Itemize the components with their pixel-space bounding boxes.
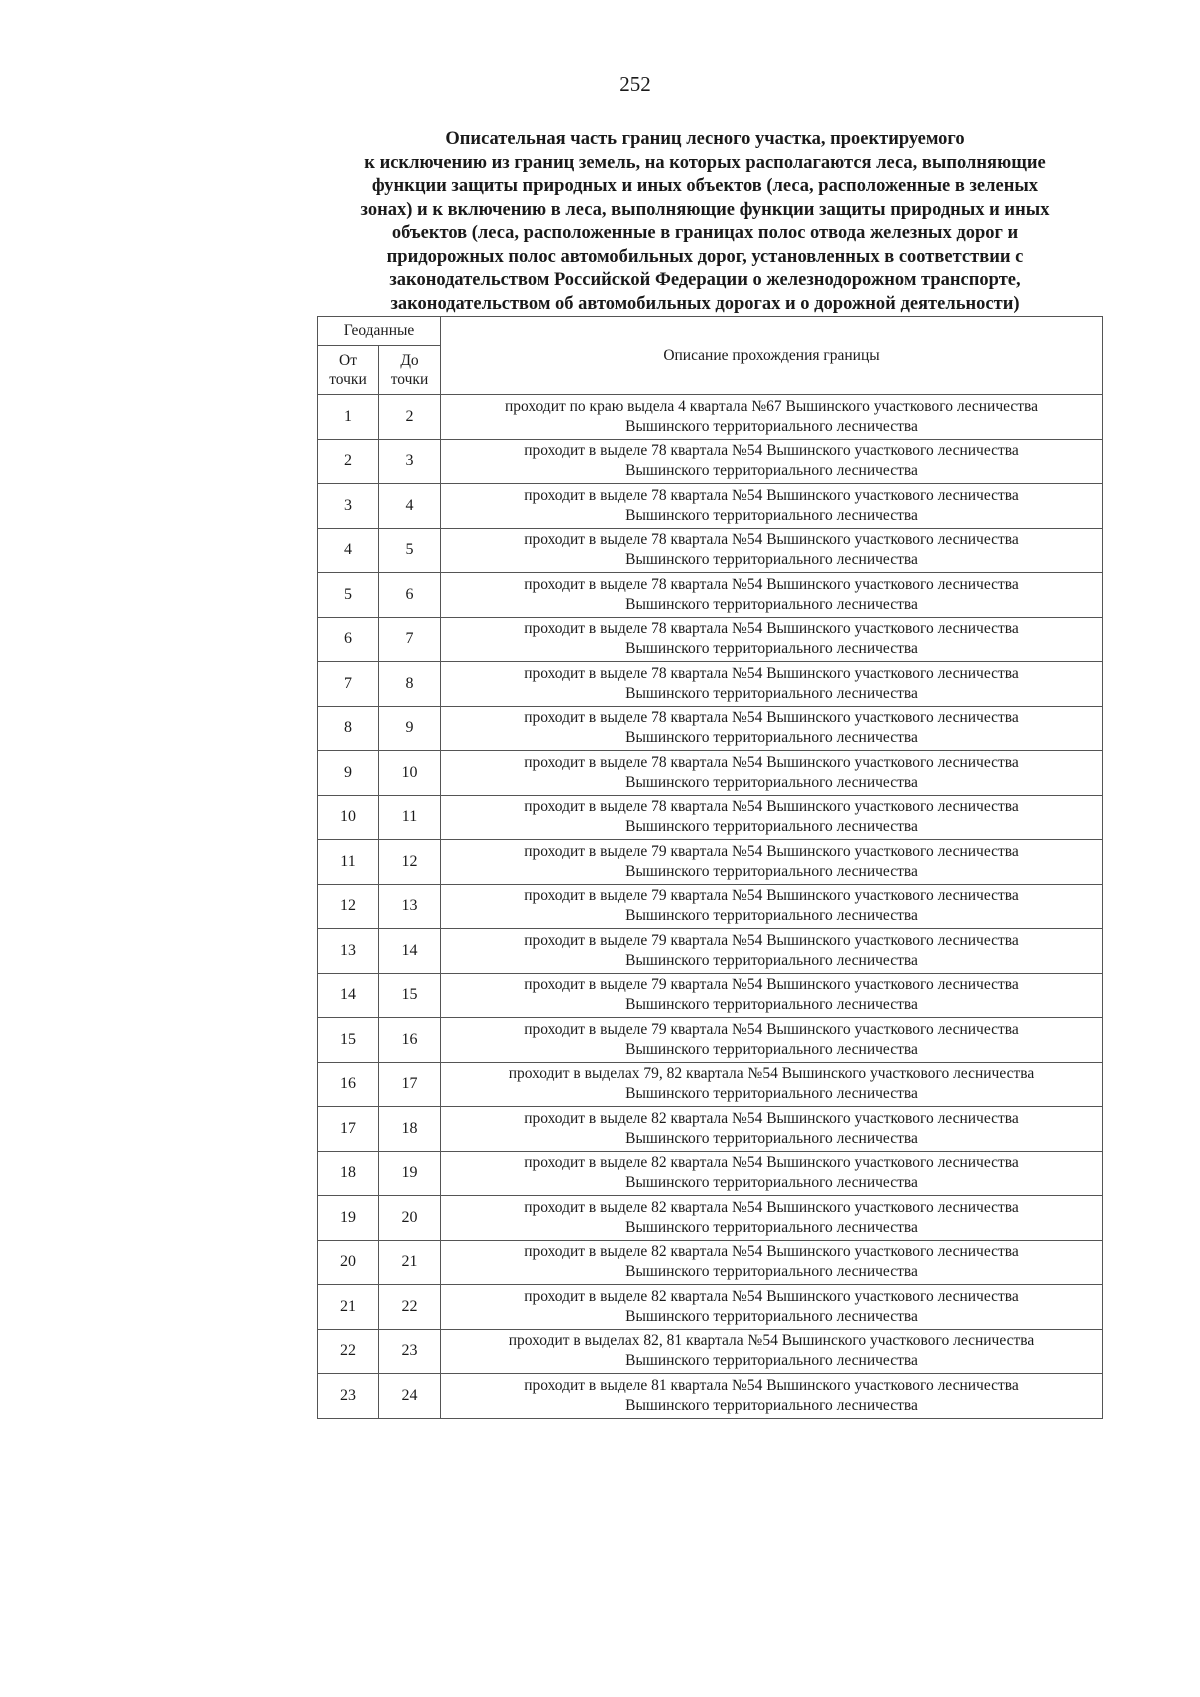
cell-description — [441, 929, 1103, 974]
description-line: Вышинского территориального лесничества — [625, 1174, 918, 1192]
cell-description — [441, 484, 1103, 529]
header-from-line: точки — [329, 371, 367, 388]
cell-to-point: 19 — [379, 1151, 441, 1196]
table-row — [318, 1107, 1103, 1152]
table-row — [318, 1196, 1103, 1241]
description-line: проходит в выделе 79 квартала №54 Вышинского участкового лесничества — [524, 976, 1019, 994]
cell-from-point: 17 — [318, 1107, 379, 1152]
table-row — [318, 528, 1103, 573]
cell-to-point: 23 — [379, 1329, 441, 1374]
cell-from-point: 13 — [318, 929, 379, 974]
description-line: Вышинского территориального лесничества — [625, 595, 918, 613]
description-line: Вышинского территориального лесничества — [625, 862, 918, 880]
description-line: Вышинского территориального лесничества — [625, 506, 918, 524]
description-line: Вышинского территориального лесничества — [625, 551, 918, 569]
cell-to-point: 17 — [379, 1062, 441, 1107]
description-line: Вышинского территориального лесничества — [625, 907, 918, 925]
description-line: проходит в выделе 78 квартала №54 Вышинского участкового лесничества — [524, 575, 1019, 593]
description-line: Вышинского территориального лесничества — [625, 1040, 918, 1058]
cell-from-point: 4 — [318, 528, 379, 573]
cell-to-point: 21 — [379, 1240, 441, 1285]
cell-description — [441, 1018, 1103, 1063]
cell-to-point: 7 — [379, 617, 441, 662]
cell-description — [441, 573, 1103, 618]
cell-description — [441, 1374, 1103, 1419]
table-row — [318, 395, 1103, 440]
cell-to-point: 14 — [379, 929, 441, 974]
cell-to-point: 18 — [379, 1107, 441, 1152]
cell-from-point: 7 — [318, 662, 379, 707]
table-row — [318, 884, 1103, 929]
header-description: Описание прохождения границы — [441, 317, 1103, 395]
table-row — [318, 1240, 1103, 1285]
description-line: Вышинского территориального лесничества — [625, 1129, 918, 1147]
description-line: проходит в выделе 79 квартала №54 Вышинского участкового лесничества — [524, 842, 1019, 860]
table-row — [318, 840, 1103, 885]
description-line: проходит по краю выдела 4 квартала №67 Вышинского участкового лесничества — [504, 397, 1039, 415]
table-row — [318, 706, 1103, 751]
header-to-line: точки — [390, 371, 429, 388]
description-line: проходит в выделе 82 квартала №54 Вышинского участкового лесничества — [524, 1198, 1019, 1216]
cell-from-point: 19 — [318, 1196, 379, 1241]
table-row — [318, 973, 1103, 1018]
table-row — [318, 1374, 1103, 1419]
cell-description — [441, 617, 1103, 662]
table-body — [318, 395, 1103, 1419]
header-from-line: От — [339, 352, 357, 369]
description-line: Вышинского территориального лесничества — [625, 640, 918, 658]
description-line: Вышинского территориального лесничества — [625, 1085, 918, 1103]
description-line: Вышинского территориального лесничества — [625, 818, 918, 836]
cell-description — [441, 795, 1103, 840]
description-line: Вышинского территориального лесничества — [625, 1218, 918, 1236]
cell-to-point: 4 — [379, 484, 441, 529]
title-line: объектов (леса, расположенные в границах полос отвода железных дорог и — [391, 223, 1019, 243]
description-line: проходит в выделе 82 квартала №54 Вышинского участкового лесничества — [524, 1154, 1019, 1172]
cell-description — [441, 439, 1103, 484]
cell-from-point: 15 — [318, 1018, 379, 1063]
cell-to-point: 22 — [379, 1285, 441, 1330]
description-line: проходит в выделе 78 квартала №54 Вышинского участкового лесничества — [524, 620, 1019, 638]
cell-to-point: 3 — [379, 439, 441, 484]
cell-from-point: 2 — [318, 439, 379, 484]
description-line: проходит в выделе 78 квартала №54 Вышинского участкового лесничества — [524, 753, 1019, 771]
cell-description — [441, 1062, 1103, 1107]
cell-description — [441, 1151, 1103, 1196]
page-number: 252 — [619, 72, 651, 96]
cell-from-point: 14 — [318, 973, 379, 1018]
description-line: проходит в выделе 82 квартала №54 Вышинского участкового лесничества — [524, 1243, 1019, 1261]
description-line: Вышинского территориального лесничества — [625, 729, 918, 747]
cell-from-point: 1 — [318, 395, 379, 440]
table-row — [318, 1285, 1103, 1330]
cell-from-point: 23 — [318, 1374, 379, 1419]
title-line: зонах) и к включению в леса, выполняющие функции защиты природных и иных — [360, 199, 1050, 220]
description-line: проходит в выделе 79 квартала №54 Вышинского участкового лесничества — [524, 1020, 1019, 1038]
cell-description — [441, 528, 1103, 573]
cell-to-point: 20 — [379, 1196, 441, 1241]
cell-from-point: 3 — [318, 484, 379, 529]
cell-description — [441, 1329, 1103, 1374]
description-line: Вышинского территориального лесничества — [625, 1352, 918, 1370]
cell-from-point: 20 — [318, 1240, 379, 1285]
boundary-table — [317, 316, 1103, 1419]
cell-description — [441, 662, 1103, 707]
description-line: проходит в выделе 78 квартала №54 Вышинского участкового лесничества — [524, 531, 1019, 549]
cell-description — [441, 1107, 1103, 1152]
cell-from-point: 21 — [318, 1285, 379, 1330]
table-row — [318, 929, 1103, 974]
table-row — [318, 439, 1103, 484]
description-line: проходит в выделе 81 квартала №54 Вышинского участкового лесничества — [524, 1376, 1019, 1394]
table-row — [318, 662, 1103, 707]
cell-from-point: 9 — [318, 751, 379, 796]
table-row — [318, 617, 1103, 662]
cell-description — [441, 1240, 1103, 1285]
description-line: проходит в выделе 79 квартала №54 Вышинского участкового лесничества — [524, 887, 1019, 905]
table-row — [318, 795, 1103, 840]
cell-to-point: 12 — [379, 840, 441, 885]
description-line: Вышинского территориального лесничества — [625, 684, 918, 702]
description-line: Вышинского территориального лесничества — [625, 1307, 918, 1325]
cell-to-point: 9 — [379, 706, 441, 751]
table-row — [318, 1018, 1103, 1063]
cell-description — [441, 840, 1103, 885]
title-line: к исключению из границ земель, на которых располагаются леса, выполняющие — [364, 152, 1046, 173]
description-line: Вышинского территориального лесничества — [625, 1263, 918, 1281]
cell-from-point: 5 — [318, 573, 379, 618]
table-row — [318, 1062, 1103, 1107]
cell-description — [441, 1285, 1103, 1330]
cell-to-point: 10 — [379, 751, 441, 796]
cell-to-point: 24 — [379, 1374, 441, 1419]
cell-to-point: 2 — [379, 395, 441, 440]
header-row-top — [318, 317, 1103, 346]
description-line: Вышинского территориального лесничества — [625, 951, 918, 969]
description-line: проходит в выделе 78 квартала №54 Вышинского участкового лесничества — [524, 486, 1019, 504]
description-line: проходит в выделе 82 квартала №54 Вышинского участкового лесничества — [524, 1287, 1019, 1305]
cell-description — [441, 751, 1103, 796]
description-line: проходит в выделе 78 квартала №54 Вышинского участкового лесничества — [524, 442, 1019, 460]
table-row — [318, 484, 1103, 529]
cell-to-point: 8 — [379, 662, 441, 707]
description-line: Вышинского территориального лесничества — [625, 996, 918, 1014]
document-title — [318, 128, 1092, 316]
cell-description — [441, 395, 1103, 440]
cell-from-point: 12 — [318, 884, 379, 929]
cell-to-point: 6 — [379, 573, 441, 618]
description-line: проходит в выделе 82 квартала №54 Вышинского участкового лесничества — [524, 1109, 1019, 1127]
description-line: проходит в выделе 79 квартала №54 Вышинского участкового лесничества — [524, 931, 1019, 949]
table-row — [318, 751, 1103, 796]
cell-to-point: 5 — [379, 528, 441, 573]
header-from-point — [318, 346, 379, 395]
cell-to-point: 13 — [379, 884, 441, 929]
header-to-line: До — [400, 352, 419, 369]
cell-to-point: 16 — [379, 1018, 441, 1063]
table-header — [318, 317, 1103, 395]
title-line: придорожных полос автомобильных дорог, установленных в соответствии с — [386, 246, 1024, 267]
description-line: Вышинского территориального лесничества — [625, 417, 918, 435]
cell-description — [441, 973, 1103, 1018]
cell-from-point: 11 — [318, 840, 379, 885]
title-line: законодательством об автомобильных дорогах и о дорожной деятельности) — [390, 293, 1020, 314]
description-line: Вышинского территориального лесничества — [625, 462, 918, 480]
description-line: проходит в выделах 82, 81 квартала №54 Вышинского участкового лесничества — [508, 1332, 1035, 1350]
description-line: Вышинского территориального лесничества — [625, 773, 918, 791]
title-line: законодательством Российской Федерации о железнодорожном транспорте, — [389, 270, 1021, 290]
description-line: проходит в выделе 78 квартала №54 Вышинского участкового лесничества — [524, 664, 1019, 682]
cell-from-point: 6 — [318, 617, 379, 662]
cell-from-point: 18 — [318, 1151, 379, 1196]
description-line: проходит в выделе 78 квартала №54 Вышинского участкового лесничества — [524, 798, 1019, 816]
cell-from-point: 16 — [318, 1062, 379, 1107]
title-line: Описательная часть границ лесного участка, проектируемого — [445, 129, 965, 149]
cell-from-point: 8 — [318, 706, 379, 751]
table-row — [318, 573, 1103, 618]
description-line: Вышинского территориального лесничества — [625, 1396, 918, 1414]
cell-description — [441, 706, 1103, 751]
title-line: функции защиты природных и иных объектов (леса, расположенные в зеленых — [371, 176, 1039, 196]
cell-description — [441, 1196, 1103, 1241]
cell-to-point: 15 — [379, 973, 441, 1018]
cell-description — [441, 884, 1103, 929]
description-line: проходит в выделах 79, 82 квартала №54 Вышинского участкового лесничества — [508, 1065, 1035, 1083]
header-geodata: Геоданные — [318, 317, 441, 346]
cell-to-point: 11 — [379, 795, 441, 840]
header-to-point — [379, 346, 441, 395]
description-line: проходит в выделе 78 квартала №54 Вышинского участкового лесничества — [524, 709, 1019, 727]
cell-from-point: 22 — [318, 1329, 379, 1374]
table-row — [318, 1151, 1103, 1196]
table-row — [318, 1329, 1103, 1374]
cell-from-point: 10 — [318, 795, 379, 840]
